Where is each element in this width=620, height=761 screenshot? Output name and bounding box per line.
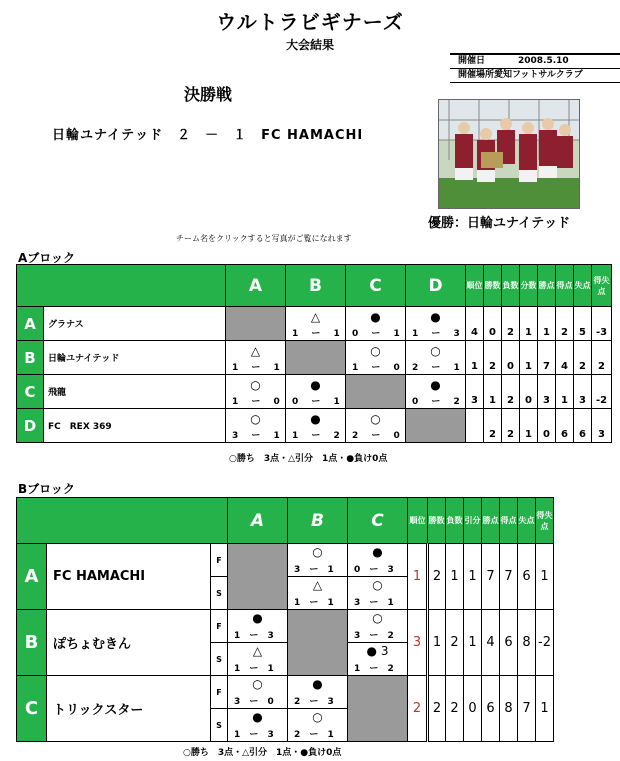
result-symbol: ○ <box>370 412 381 426</box>
stat-header-wins: 勝数 <box>484 265 502 307</box>
result-symbol: △ <box>250 344 261 358</box>
stat-cell: 1 <box>536 544 554 610</box>
stat-cell: 3 <box>574 375 592 409</box>
match-result-cell <box>288 544 348 577</box>
row-letter: C <box>17 375 44 409</box>
half-label: S <box>211 577 228 610</box>
stat-header-goals-against: 失点 <box>574 265 592 307</box>
match-score: 3 ー 0 <box>234 697 277 707</box>
half-label: F <box>211 610 228 643</box>
result-symbol: ● <box>430 310 441 324</box>
event-date-label: 開催日 <box>458 56 486 66</box>
stat-cell: 8 <box>500 676 518 742</box>
stat-cell: 0 <box>484 307 502 341</box>
block-b-col-header: C <box>348 498 408 544</box>
stat-cell: 0 <box>464 676 482 742</box>
match-result-cell <box>348 610 408 643</box>
match-score: 3 ー 1 <box>232 431 285 441</box>
result-symbol: ○ <box>312 710 323 724</box>
match-score: 1 ー 1 <box>294 598 337 608</box>
team-name-link[interactable]: トリックスター <box>47 676 211 742</box>
match-result-cell <box>286 307 346 341</box>
block-a-legend: ○勝ち 3点・△引分 1点・●負け0点 <box>229 454 388 464</box>
block-a-col-header: C <box>346 265 406 307</box>
match-result-cell <box>346 409 406 443</box>
stat-cell: 1 <box>536 676 554 742</box>
match-score: 1 ー 3 <box>412 329 465 339</box>
block-b-col-header: A <box>228 498 288 544</box>
match-result-cell <box>406 341 466 375</box>
match-result-cell <box>346 341 406 375</box>
stat-cell: 3 <box>466 375 484 409</box>
row-letter: C <box>17 676 47 742</box>
stat-header-goal-diff: 得失点 <box>536 498 554 544</box>
stat-cell: 4 <box>466 307 484 341</box>
stat-header-wins: 勝数 <box>428 498 446 544</box>
block-a-col-header: A <box>226 265 286 307</box>
match-result-cell <box>406 307 466 341</box>
block-a-col-header: D <box>406 265 466 307</box>
result-symbol: ● <box>310 412 321 426</box>
event-date: 2008.5.10 <box>518 56 569 66</box>
stat-cell: 6 <box>556 409 574 443</box>
result-symbol: ○ <box>370 344 381 358</box>
match-result-cell <box>288 577 348 610</box>
stat-cell: 2 <box>446 676 464 742</box>
stat-cell: 1 <box>408 544 428 610</box>
stat-header-rank: 順位 <box>408 498 428 544</box>
match-result-cell <box>348 643 408 676</box>
stat-header-draws: 引分 <box>464 498 482 544</box>
match-result-cell <box>228 676 288 709</box>
match-score: 3 ー 1 <box>294 565 337 575</box>
final-result: 日輪ユナイテッド ２ － １ FC HAMACHI <box>52 128 364 143</box>
match-result-cell <box>226 409 286 443</box>
stat-cell: 1 <box>520 409 538 443</box>
stat-header-losses: 負数 <box>502 265 520 307</box>
stat-header-goals-against: 失点 <box>518 498 536 544</box>
stat-cell: 2 <box>502 409 520 443</box>
match-score: 3 ー 1 <box>354 598 397 608</box>
final-heading: 決勝戦 <box>184 85 233 104</box>
result-symbol: △ <box>310 310 321 324</box>
stat-cell: 2 <box>446 610 464 676</box>
match-result-cell <box>228 610 288 643</box>
event-info <box>450 53 620 83</box>
stat-cell: 7 <box>518 676 536 742</box>
winner-team-photo <box>438 99 580 209</box>
block-a-label: Aブロック <box>18 251 76 265</box>
stat-cell <box>466 409 484 443</box>
match-score: 1 ー 2 <box>354 664 397 674</box>
match-result-cell <box>288 676 348 709</box>
result-symbol: ● <box>430 378 441 392</box>
match-score: 1 ー 1 <box>232 363 285 373</box>
row-letter: A <box>17 307 44 341</box>
match-score: 1 ー 1 <box>234 664 277 674</box>
stat-cell: 3 <box>538 375 556 409</box>
result-symbol: ● <box>252 710 263 724</box>
stat-cell: 2 <box>592 341 612 375</box>
stat-cell: 7 <box>482 544 500 610</box>
stat-header-points: 勝点 <box>482 498 500 544</box>
stat-header-losses: 負数 <box>446 498 464 544</box>
match-score: 0 ー 2 <box>412 397 465 407</box>
stat-cell: 2 <box>408 676 428 742</box>
match-result-cell <box>228 643 288 676</box>
match-score: 1 ー 3 <box>234 631 277 641</box>
match-result-cell <box>288 709 348 742</box>
block-a-row <box>17 409 612 443</box>
stat-cell: 1 <box>446 544 464 610</box>
stat-cell: -2 <box>592 375 612 409</box>
event-date-row <box>450 53 620 69</box>
stat-cell: 0 <box>502 341 520 375</box>
block-a-col-header: B <box>286 265 346 307</box>
match-score: 3 ー 2 <box>354 631 397 641</box>
match-score: 0 ー 3 <box>354 565 397 575</box>
stat-cell: 1 <box>428 610 446 676</box>
match-result-cell <box>346 307 406 341</box>
team-name-link[interactable]: グラナス <box>44 307 226 341</box>
self-match-cell <box>348 676 408 742</box>
match-score: 2 ー 3 <box>294 697 337 707</box>
match-result-cell <box>286 409 346 443</box>
stat-cell: 2 <box>502 307 520 341</box>
self-match-cell <box>228 544 288 610</box>
stat-header-goals-for: 得点 <box>556 265 574 307</box>
stat-cell: 6 <box>574 409 592 443</box>
stat-cell: 6 <box>518 544 536 610</box>
match-score: 1 ー 2 <box>292 431 345 441</box>
block-b-table <box>16 497 571 742</box>
event-venue-row <box>450 69 620 83</box>
block-b-half-row <box>17 544 571 577</box>
stat-cell: 2 <box>484 341 502 375</box>
match-score: 0 ー 1 <box>352 329 405 339</box>
stat-header-points: 勝点 <box>538 265 556 307</box>
stat-header-draws: 分数 <box>520 265 538 307</box>
block-a-header-row <box>17 265 612 307</box>
stat-cell: 0 <box>538 409 556 443</box>
match-result-cell <box>286 375 346 409</box>
stat-header-rank: 順位 <box>466 265 484 307</box>
stat-cell: 1 <box>556 375 574 409</box>
half-label: F <box>211 676 228 709</box>
match-score: 1 ー 0 <box>352 363 405 373</box>
stat-cell: 7 <box>500 544 518 610</box>
stat-cell: 1 <box>484 375 502 409</box>
stat-cell: 6 <box>482 676 500 742</box>
stat-cell: 2 <box>502 375 520 409</box>
stat-cell: -3 <box>592 307 612 341</box>
team-name-link[interactable]: 飛龍 <box>44 375 226 409</box>
row-letter: B <box>17 341 44 375</box>
result-symbol: ○ <box>250 412 261 426</box>
self-match-cell <box>346 375 406 409</box>
stat-header-goals-for: 得点 <box>500 498 518 544</box>
result-symbol: ○ <box>430 344 441 358</box>
match-result-cell <box>228 709 288 742</box>
match-score: 2 ー 1 <box>412 363 465 373</box>
team-name-link[interactable]: 日輪ユナイテッド <box>44 341 226 375</box>
result-symbol: ● <box>370 310 381 324</box>
match-result-cell <box>226 341 286 375</box>
block-a-row <box>17 375 612 409</box>
team-name-link[interactable]: FC HAMACHI <box>47 544 211 610</box>
row-letter: A <box>17 544 47 610</box>
row-letter: B <box>17 610 47 676</box>
match-score: 1 ー 1 <box>292 329 345 339</box>
stat-cell: 7 <box>538 341 556 375</box>
self-match-cell <box>286 341 346 375</box>
stat-cell: 1 <box>520 307 538 341</box>
match-score: 2 ー 1 <box>294 730 337 740</box>
block-b-legend: ○勝ち 3点・△引分 1点・●負け0点 <box>183 748 342 758</box>
result-symbol: ○ <box>252 677 263 691</box>
match-result-cell <box>226 375 286 409</box>
result-symbol: ● <box>312 677 323 691</box>
match-result-cell <box>348 544 408 577</box>
stat-cell: 1 <box>466 341 484 375</box>
result-symbol: ● <box>252 611 263 625</box>
stat-cell: 4 <box>482 610 500 676</box>
team-name-link[interactable]: ぽちょむきん <box>47 610 211 676</box>
stat-cell: 2 <box>574 341 592 375</box>
half-label: S <box>211 709 228 742</box>
block-b-corner <box>17 498 228 544</box>
stat-cell: 1 <box>520 341 538 375</box>
result-symbol: ● 3 <box>366 644 389 658</box>
photo-note: チーム名をクリックすると写真がご覧になれます <box>176 234 352 243</box>
stat-cell: 1 <box>538 307 556 341</box>
result-symbol: ○ <box>312 545 323 559</box>
block-b-label: Bブロック <box>18 482 75 496</box>
stat-cell: 1 <box>464 544 482 610</box>
stat-cell: 2 <box>428 676 446 742</box>
block-a-row <box>17 307 612 341</box>
half-label: S <box>211 643 228 676</box>
stat-cell: 0 <box>520 375 538 409</box>
stat-cell: 2 <box>484 409 502 443</box>
result-symbol: ● <box>310 378 321 392</box>
stat-cell: 5 <box>574 307 592 341</box>
stat-cell: 3 <box>408 610 428 676</box>
stat-cell: 1 <box>464 610 482 676</box>
self-match-cell <box>288 610 348 676</box>
block-b-half-row <box>17 676 571 709</box>
stat-header-goal-diff: 得失点 <box>592 265 612 307</box>
block-b-half-row <box>17 610 571 643</box>
page-title: ウルトラビギナーズ <box>216 10 404 34</box>
stat-cell: 6 <box>500 610 518 676</box>
match-score: 2 ー 0 <box>352 431 405 441</box>
result-symbol: ○ <box>250 378 261 392</box>
half-label: F <box>211 544 228 577</box>
event-venue: 愛知フットサルクラブ <box>494 70 583 80</box>
result-symbol: ○ <box>372 578 383 592</box>
result-symbol: △ <box>252 644 263 658</box>
block-a-table <box>16 264 612 443</box>
match-result-cell <box>406 375 466 409</box>
self-match-cell <box>226 307 286 341</box>
stat-cell: 3 <box>592 409 612 443</box>
self-match-cell <box>406 409 466 443</box>
result-symbol: △ <box>312 578 323 592</box>
stat-cell: 8 <box>518 610 536 676</box>
stat-cell: 2 <box>556 307 574 341</box>
page-subtitle: 大会結果 <box>285 38 334 52</box>
match-score: 0 ー 1 <box>292 397 345 407</box>
stat-cell: -2 <box>536 610 554 676</box>
stat-cell: 4 <box>556 341 574 375</box>
row-letter: D <box>17 409 44 443</box>
match-result-cell <box>348 577 408 610</box>
block-b-col-header: B <box>288 498 348 544</box>
event-venue-label: 開催場所 <box>458 70 495 80</box>
block-b-header-row <box>17 498 571 544</box>
block-a-row <box>17 341 612 375</box>
result-symbol: ● <box>372 545 383 559</box>
match-score: 1 ー 0 <box>232 397 285 407</box>
team-name-link[interactable]: FC REX 369 <box>44 409 226 443</box>
winner-text: 優勝：日輪ユナイテッド <box>428 216 571 231</box>
block-a-corner <box>17 265 226 307</box>
result-symbol: ○ <box>372 611 383 625</box>
match-score: 1 ー 3 <box>234 730 277 740</box>
stat-cell: 2 <box>428 544 446 610</box>
